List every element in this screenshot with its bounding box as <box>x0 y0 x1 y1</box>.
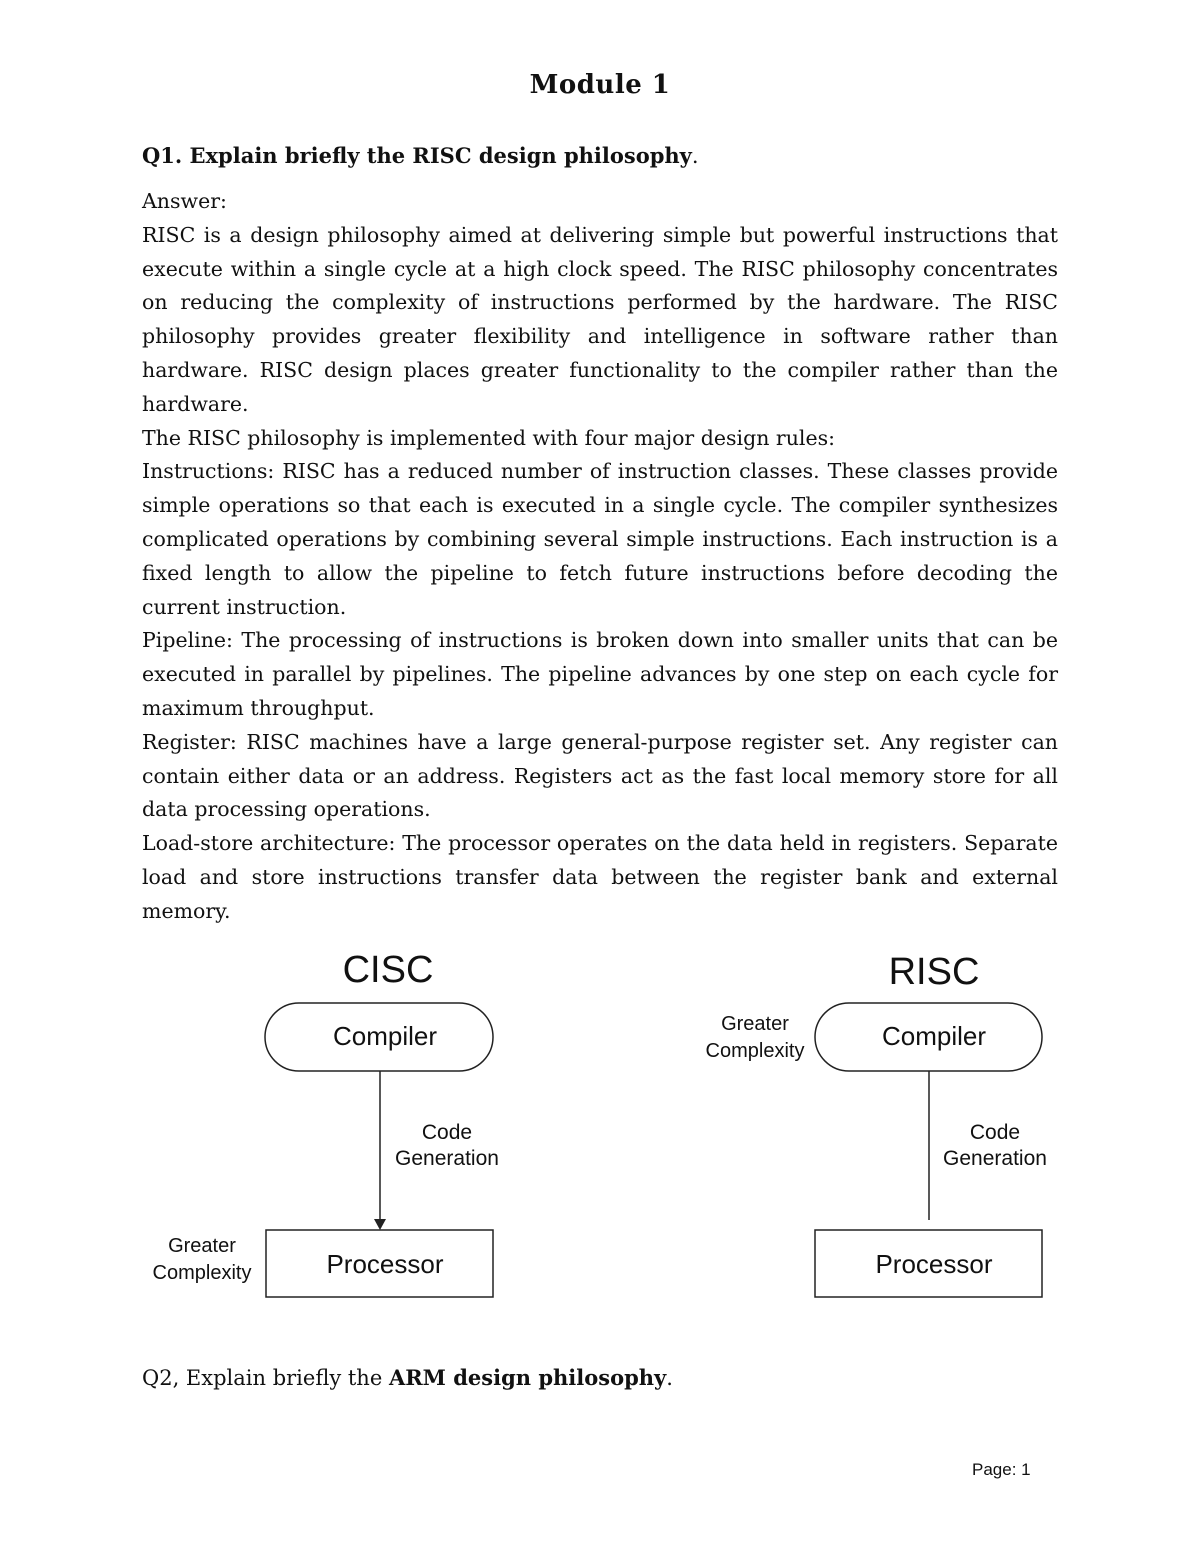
risc-code-gen-line1: Code <box>969 1121 1021 1144</box>
paragraph-register: Register: RISC machines have a large general-purpose register set. Any register can contain either data or an address. Registers act as the fast local memory store for all data processing operations. <box>142 729 1058 822</box>
risc-complexity-line2: Complexity <box>705 1040 805 1062</box>
cisc-complexity-line1: Greater <box>168 1235 236 1257</box>
paragraph-pipeline: Pipeline: The processing of instructions is broken down into smaller units that can be executed in parallel by pipelines. The pipeline advances by one step on each cycle for maximum throughput. <box>142 628 1058 720</box>
answer-label: Answer: <box>142 189 227 213</box>
cisc-heading: CISC <box>342 949 434 991</box>
paragraph-rules: The RISC philosophy is implemented with four major design rules: <box>142 425 836 450</box>
risc-compiler-label: Compiler <box>881 1021 987 1051</box>
cisc-arrowhead-icon <box>374 1219 386 1230</box>
paragraph-intro: RISC is a design philosophy aimed at delivering simple but powerful instructions that execute within a single cycle at a high clock speed. The RISC philosophy concentrates on reducing the complexity of instructions performed by the hardware. The RISC philosophy provides greater flexibility and intelligence in software rather than hardware. RISC design places greater functionality to the compiler rather than the hardware. <box>142 222 1058 416</box>
question-1 <box>142 143 1058 168</box>
cisc-processor-label: Processor <box>326 1249 444 1279</box>
cisc-code-gen-line2: Generation <box>395 1147 499 1170</box>
question-2 <box>142 1365 673 1390</box>
risc-heading: RISC <box>888 951 980 993</box>
question-1-text: Q1. Explain briefly the RISC design philosophy <box>142 143 692 168</box>
cisc-complexity-line2: Complexity <box>152 1262 252 1284</box>
paragraph-instructions: Instructions: RISC has a reduced number of instruction classes. These classes provide simple operations so that each is executed in a single cycle. The compiler synthesizes complicated operations by combining several simple instructions. Each instruction is a fixed length to allow the pipeline to fetch future instructions before decoding the current instruction. <box>142 459 1058 619</box>
risc-complexity-line1: Greater <box>721 1013 789 1035</box>
cisc-risc-diagram <box>0 930 1200 1320</box>
question-2-prefix: Q2, Explain briefly the <box>142 1366 389 1390</box>
paragraph-load-store: Load-store architecture: The processor operates on the data held in registers. Separate load and store instructions transfer data between the register bank and external memory. <box>142 831 1058 923</box>
cisc-code-gen-line1: Code <box>421 1121 473 1144</box>
answer-body <box>142 185 1058 929</box>
risc-processor-label: Processor <box>875 1249 993 1279</box>
risc-code-gen-line2: Generation <box>943 1147 1047 1170</box>
page-number: Page: 1 <box>972 1460 1031 1479</box>
question-2-period: . <box>666 1366 673 1390</box>
question-1-period: . <box>691 144 699 168</box>
page-title: Module 1 <box>529 70 671 100</box>
cisc-compiler-label: Compiler <box>332 1021 438 1051</box>
question-2-bold: ARM design philosophy <box>388 1365 667 1390</box>
